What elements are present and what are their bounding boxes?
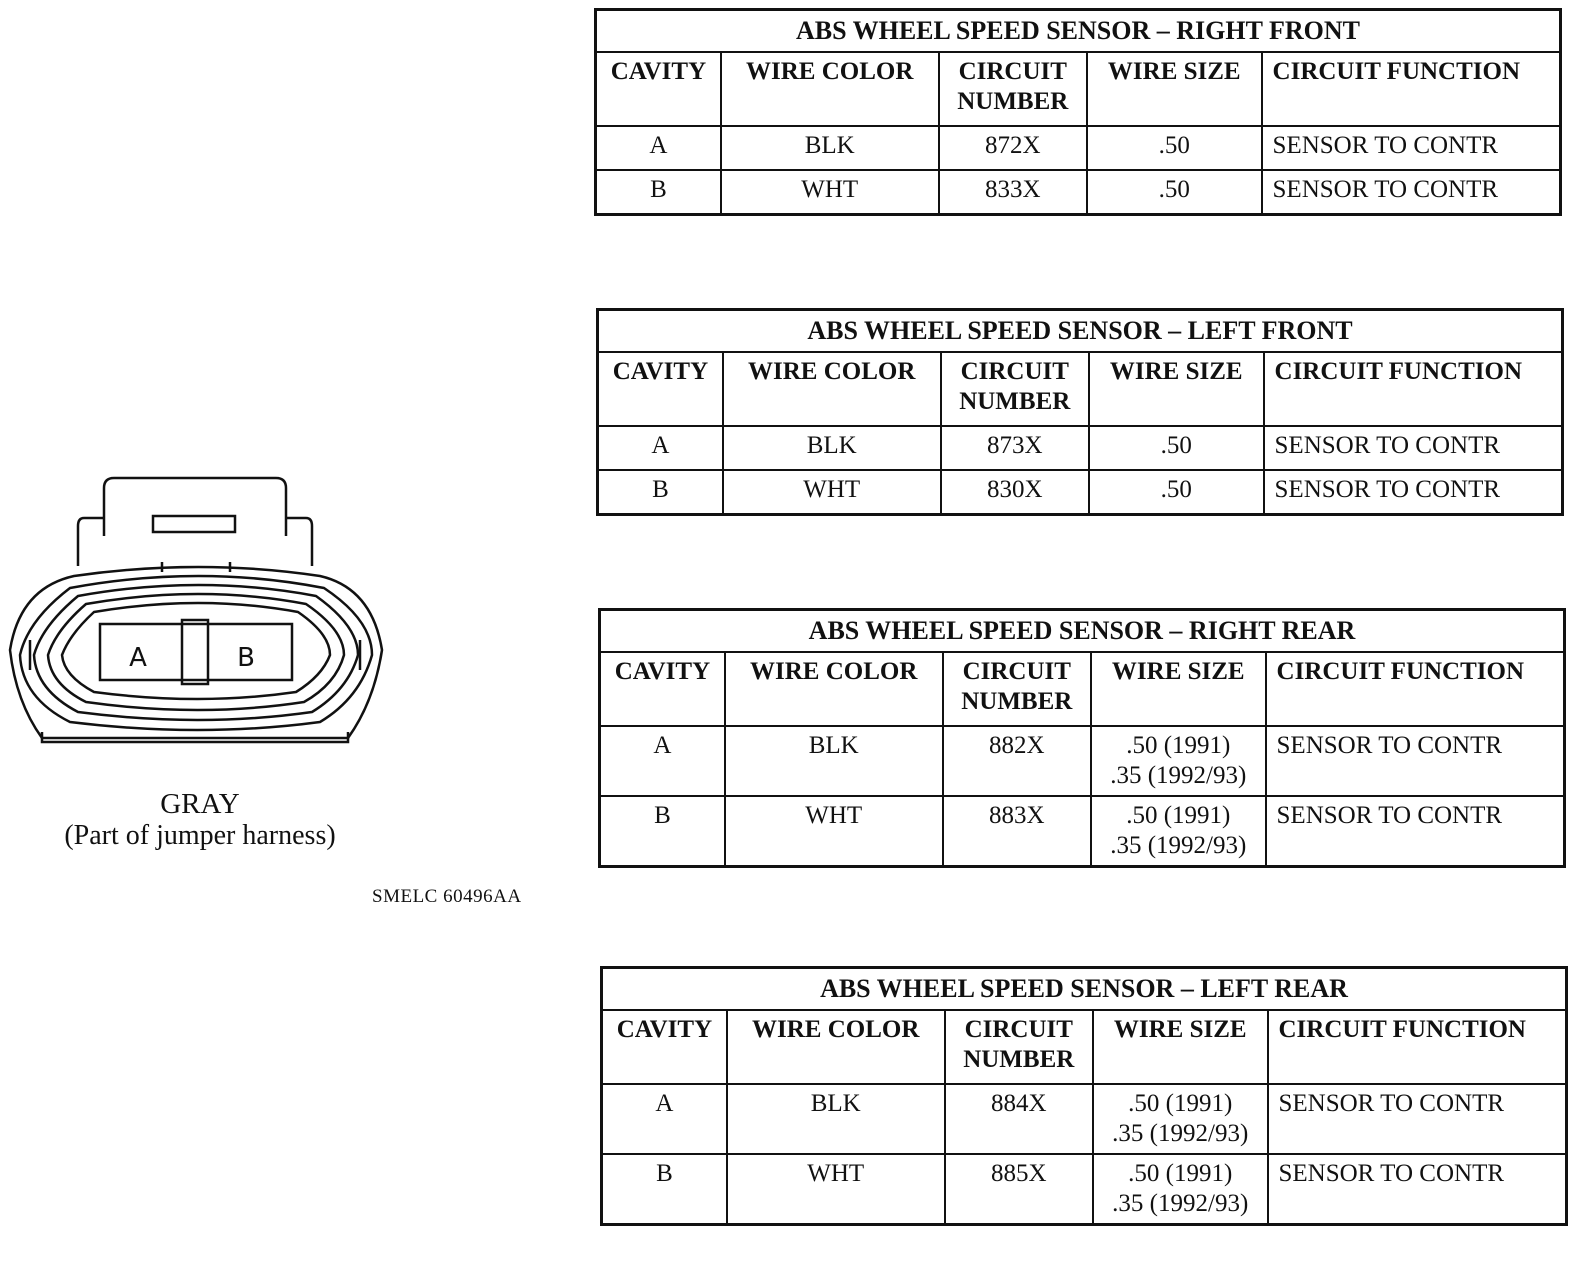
wire-size-cell: .50 xyxy=(1087,170,1262,215)
cavity-cell: B xyxy=(602,1154,727,1225)
wire-size-cell: .50 xyxy=(1089,426,1264,470)
col-header-wire-size: WIRE SIZE xyxy=(1087,52,1262,126)
cavity-cell: A xyxy=(602,1084,727,1154)
wire-color-cell: BLK xyxy=(721,126,939,170)
circuit-function-cell: SENSOR TO CONTR xyxy=(1266,726,1565,796)
circuit-function-cell: SENSOR TO CONTR xyxy=(1266,796,1565,867)
connector-color-label: GRAY xyxy=(160,788,240,820)
wire-size-cell: .50 xyxy=(1089,470,1264,515)
wire-size-cell: .50 (1991) .35 (1992/93) xyxy=(1091,796,1266,867)
col-header-circuit-number: CIRCUIT NUMBER xyxy=(945,1010,1093,1084)
wire-size-cell: .50 (1991) .35 (1992/93) xyxy=(1093,1154,1268,1225)
circuit-function-cell: SENSOR TO CONTR xyxy=(1268,1084,1567,1154)
table-title: ABS WHEEL SPEED SENSOR – RIGHT FRONT xyxy=(596,10,1561,53)
table-row xyxy=(600,726,1565,796)
circuit-number-cell: 884X xyxy=(945,1084,1093,1154)
connector-face-diagram xyxy=(0,470,400,760)
pinout-table-right-rear xyxy=(598,608,1566,868)
circuit-number-cell: 873X xyxy=(941,426,1089,470)
wire-size-cell: .50 (1991) .35 (1992/93) xyxy=(1093,1084,1268,1154)
wire-color-cell: WHT xyxy=(725,796,943,867)
pinout-table-left-front xyxy=(596,308,1564,516)
wire-color-cell: WHT xyxy=(723,470,941,515)
circuit-function-cell: SENSOR TO CONTR xyxy=(1264,470,1563,515)
pin-label-b: B xyxy=(237,643,255,673)
col-header-wire-size: WIRE SIZE xyxy=(1093,1010,1268,1084)
wire-color-cell: BLK xyxy=(723,426,941,470)
table-row xyxy=(596,126,1561,170)
circuit-function-cell: SENSOR TO CONTR xyxy=(1262,170,1561,215)
col-header-cavity: CAVITY xyxy=(596,52,721,126)
cavity-cell: A xyxy=(596,126,721,170)
col-header-wire-color: WIRE COLOR xyxy=(721,52,939,126)
circuit-number-cell: 885X xyxy=(945,1154,1093,1225)
circuit-function-cell: SENSOR TO CONTR xyxy=(1264,426,1563,470)
col-header-circuit-function: CIRCUIT FUNCTION xyxy=(1262,52,1561,126)
cavity-cell: A xyxy=(600,726,725,796)
circuit-number-cell: 883X xyxy=(943,796,1091,867)
col-header-cavity: CAVITY xyxy=(598,352,723,426)
col-header-cavity: CAVITY xyxy=(602,1010,727,1084)
col-header-wire-size: WIRE SIZE xyxy=(1089,352,1264,426)
col-header-circuit-number: CIRCUIT NUMBER xyxy=(943,652,1091,726)
col-header-wire-color: WIRE COLOR xyxy=(727,1010,945,1084)
table-title: ABS WHEEL SPEED SENSOR – LEFT FRONT xyxy=(598,310,1563,353)
table-title: ABS WHEEL SPEED SENSOR – RIGHT REAR xyxy=(600,610,1565,653)
col-header-wire-color: WIRE COLOR xyxy=(723,352,941,426)
table-row xyxy=(600,796,1565,867)
col-header-circuit-number: CIRCUIT NUMBER xyxy=(939,52,1087,126)
cavity-cell: B xyxy=(598,470,723,515)
circuit-number-cell: 830X xyxy=(941,470,1089,515)
circuit-function-cell: SENSOR TO CONTR xyxy=(1268,1154,1567,1225)
circuit-number-cell: 833X xyxy=(939,170,1087,215)
connector-note: (Part of jumper harness) xyxy=(64,820,336,851)
wire-color-cell: WHT xyxy=(727,1154,945,1225)
wire-size-cell: .50 (1991) .35 (1992/93) xyxy=(1091,726,1266,796)
cavity-cell: A xyxy=(598,426,723,470)
col-header-circuit-number: CIRCUIT NUMBER xyxy=(941,352,1089,426)
pin-label-a: A xyxy=(129,643,147,673)
wire-color-cell: WHT xyxy=(721,170,939,215)
table-row xyxy=(598,426,1563,470)
cavity-cell: B xyxy=(596,170,721,215)
table-title: ABS WHEEL SPEED SENSOR – LEFT REAR xyxy=(602,968,1567,1011)
circuit-number-cell: 882X xyxy=(943,726,1091,796)
wire-color-cell: BLK xyxy=(727,1084,945,1154)
table-row xyxy=(598,470,1563,515)
table-row xyxy=(602,1154,1567,1225)
table-row xyxy=(602,1084,1567,1154)
col-header-wire-color: WIRE COLOR xyxy=(725,652,943,726)
pinout-table-right-front xyxy=(594,8,1562,216)
figure-reference: SMELC 60496AA xyxy=(372,886,522,907)
col-header-wire-size: WIRE SIZE xyxy=(1091,652,1266,726)
col-header-circuit-function: CIRCUIT FUNCTION xyxy=(1264,352,1563,426)
wire-size-cell: .50 xyxy=(1087,126,1262,170)
pinout-table-left-rear xyxy=(600,966,1568,1226)
col-header-circuit-function: CIRCUIT FUNCTION xyxy=(1268,1010,1567,1084)
col-header-circuit-function: CIRCUIT FUNCTION xyxy=(1266,652,1565,726)
wire-color-cell: BLK xyxy=(725,726,943,796)
table-row xyxy=(596,170,1561,215)
col-header-cavity: CAVITY xyxy=(600,652,725,726)
cavity-cell: B xyxy=(600,796,725,867)
circuit-number-cell: 872X xyxy=(939,126,1087,170)
circuit-function-cell: SENSOR TO CONTR xyxy=(1262,126,1561,170)
